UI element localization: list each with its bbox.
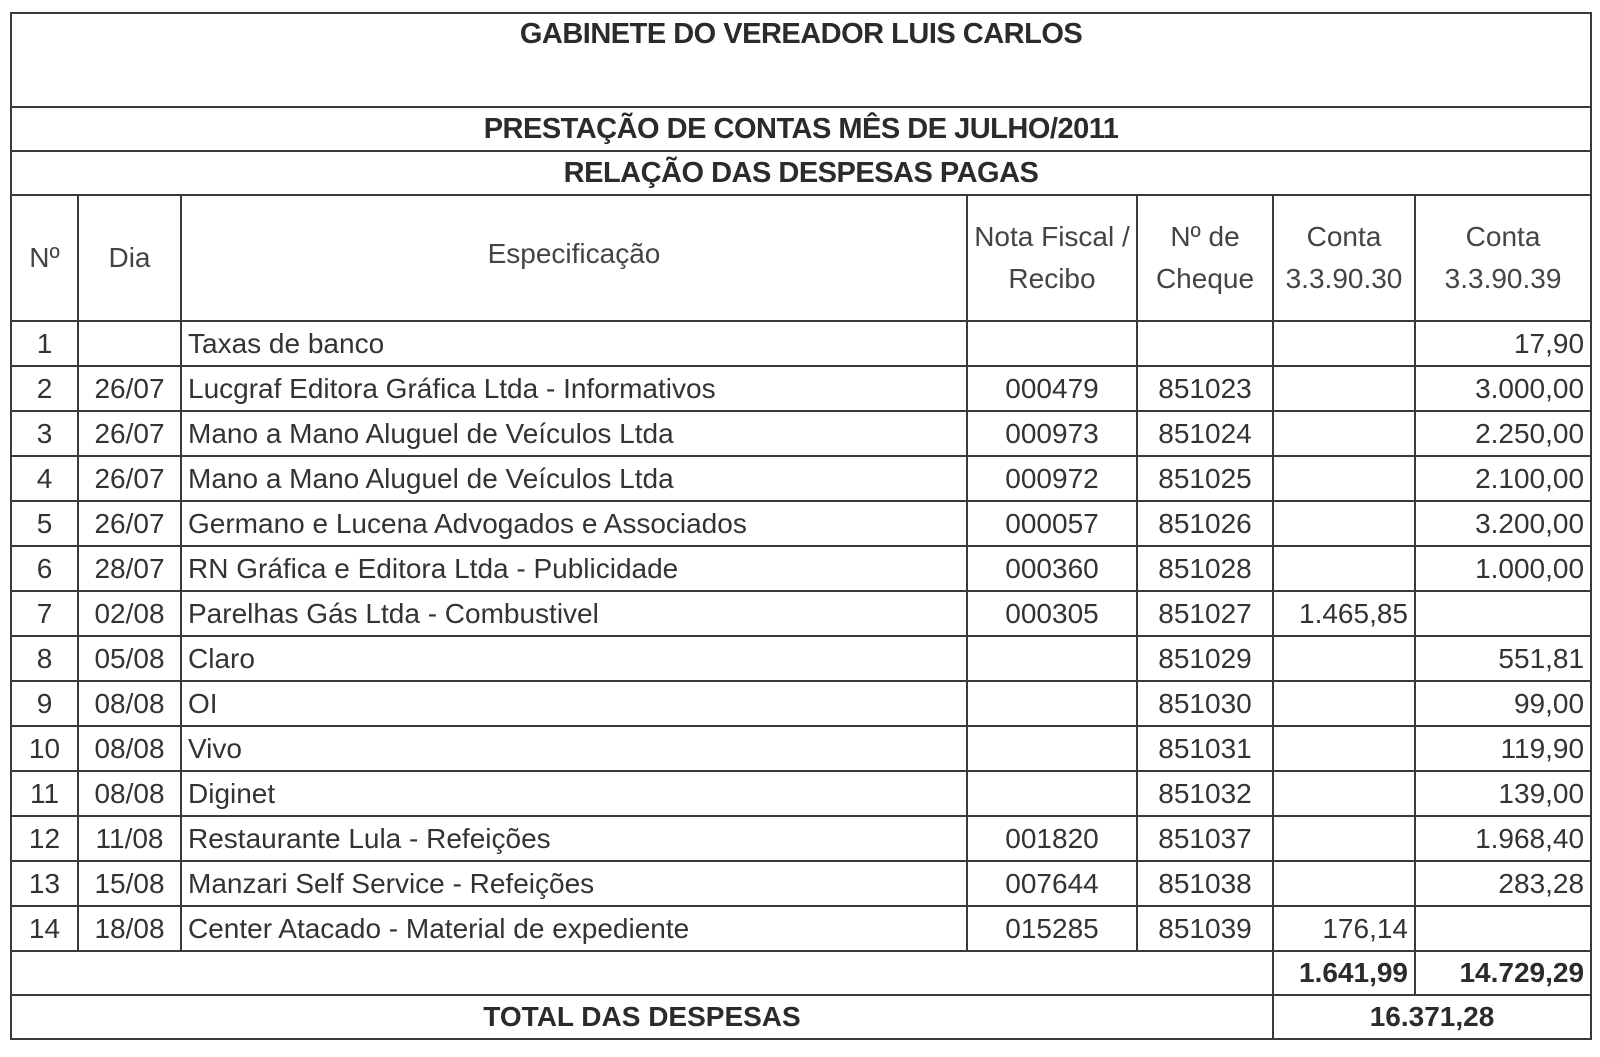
cell-cheque: 851023: [1137, 366, 1273, 411]
cell-dia: 02/08: [78, 591, 181, 636]
header-cheque-line2: Cheque: [1155, 263, 1255, 294]
cell-cheque: 851025: [1137, 456, 1273, 501]
cell-dia: 18/08: [78, 906, 181, 951]
cell-conta-b: 1.968,40: [1415, 816, 1591, 861]
cell-num: 10: [11, 726, 78, 771]
subtotal-row: [11, 951, 1591, 995]
cell-num: 11: [11, 771, 78, 816]
cell-cheque: 851032: [1137, 771, 1273, 816]
cell-dia: 26/07: [78, 456, 181, 501]
cell-spec: Lucgraf Editora Gráfica Ltda - Informativos: [181, 366, 967, 411]
cell-cheque: 851026: [1137, 501, 1273, 546]
section-title: RELAÇÃO DAS DESPESAS PAGAS: [11, 151, 1591, 195]
page-title: GABINETE DO VEREADOR LUIS CARLOS: [11, 13, 1591, 107]
cell-conta-b: 2.100,00: [1415, 456, 1591, 501]
cell-nota-fiscal: [967, 636, 1137, 681]
cell-cheque: 851037: [1137, 816, 1273, 861]
cell-cheque: 851029: [1137, 636, 1273, 681]
cell-spec: Claro: [181, 636, 967, 681]
header-num: Nº: [11, 195, 78, 321]
cell-dia: 26/07: [78, 411, 181, 456]
cell-conta-a: [1273, 411, 1415, 456]
cell-spec: OI: [181, 681, 967, 726]
cell-spec: Center Atacado - Material de expediente: [181, 906, 967, 951]
cell-conta-b: 1.000,00: [1415, 546, 1591, 591]
cell-nota-fiscal: 000305: [967, 591, 1137, 636]
cell-conta-b: 139,00: [1415, 771, 1591, 816]
cell-spec: RN Gráfica e Editora Ltda - Publicidade: [181, 546, 967, 591]
cell-conta-b: 17,90: [1415, 321, 1591, 366]
subtotal-spacer: [11, 951, 1273, 995]
cell-dia: [78, 321, 181, 366]
cell-num: 3: [11, 411, 78, 456]
cell-dia: 08/08: [78, 726, 181, 771]
table-row: [11, 816, 1591, 861]
cell-conta-a: 176,14: [1273, 906, 1415, 951]
cell-spec: Germano e Lucena Advogados e Associados: [181, 501, 967, 546]
header-conta-b-line2: 3.3.90.39: [1444, 263, 1562, 294]
cell-nota-fiscal: 000972: [967, 456, 1137, 501]
cell-conta-b: 283,28: [1415, 861, 1591, 906]
header-dia: Dia: [78, 195, 181, 321]
cell-conta-b: 551,81: [1415, 636, 1591, 681]
cell-spec: Diginet: [181, 771, 967, 816]
cell-num: 1: [11, 321, 78, 366]
table-row: [11, 321, 1591, 366]
cell-cheque: 851027: [1137, 591, 1273, 636]
cell-dia: 26/07: [78, 366, 181, 411]
header-nota-fiscal-line1: Nota Fiscal /: [974, 221, 1130, 252]
total-row: [11, 995, 1591, 1039]
header-especificacao: Especificação: [181, 195, 967, 321]
table-row: [11, 906, 1591, 951]
header-conta-a-line2: 3.3.90.30: [1285, 263, 1403, 294]
cell-conta-b: 119,90: [1415, 726, 1591, 771]
table-row: [11, 861, 1591, 906]
table-row: [11, 591, 1591, 636]
cell-spec: Parelhas Gás Ltda - Combustivel: [181, 591, 967, 636]
cell-spec: Manzari Self Service - Refeições: [181, 861, 967, 906]
table-row: [11, 366, 1591, 411]
subtotal-conta-b: 14.729,29: [1415, 951, 1591, 995]
table-row: [11, 681, 1591, 726]
cell-nota-fiscal: [967, 681, 1137, 726]
cell-conta-a: 1.465,85: [1273, 591, 1415, 636]
cell-cheque: 851039: [1137, 906, 1273, 951]
cell-dia: 08/08: [78, 771, 181, 816]
total-value: 16.371,28: [1273, 995, 1591, 1039]
cell-num: 13: [11, 861, 78, 906]
expense-report-table: [10, 12, 1592, 1040]
cell-spec: Mano a Mano Aluguel de Veículos Ltda: [181, 411, 967, 456]
cell-nota-fiscal: 007644: [967, 861, 1137, 906]
cell-dia: 05/08: [78, 636, 181, 681]
cell-nota-fiscal: [967, 726, 1137, 771]
cell-conta-a: [1273, 816, 1415, 861]
cell-num: 4: [11, 456, 78, 501]
header-nota-fiscal-line2: Recibo: [1008, 263, 1096, 294]
cell-conta-a: [1273, 321, 1415, 366]
cell-nota-fiscal: 000479: [967, 366, 1137, 411]
cell-cheque: 851024: [1137, 411, 1273, 456]
header-cheque: [1137, 195, 1273, 321]
cell-num: 14: [11, 906, 78, 951]
header-conta-a: [1273, 195, 1415, 321]
cell-nota-fiscal: [967, 771, 1137, 816]
cell-conta-a: [1273, 636, 1415, 681]
cell-nota-fiscal: [967, 321, 1137, 366]
cell-cheque: 851031: [1137, 726, 1273, 771]
cell-conta-b: 2.250,00: [1415, 411, 1591, 456]
cell-conta-b: [1415, 591, 1591, 636]
header-conta-b-line1: Conta: [1465, 221, 1541, 252]
cell-conta-a: [1273, 861, 1415, 906]
cell-num: 6: [11, 546, 78, 591]
cell-conta-b: 3.000,00: [1415, 366, 1591, 411]
cell-conta-b: 3.200,00: [1415, 501, 1591, 546]
cell-num: 12: [11, 816, 78, 861]
cell-num: 8: [11, 636, 78, 681]
cell-nota-fiscal: 001820: [967, 816, 1137, 861]
header-conta-b: [1415, 195, 1591, 321]
cell-num: 7: [11, 591, 78, 636]
header-cheque-line1: Nº de: [1170, 221, 1240, 252]
table-row: [11, 771, 1591, 816]
table-row: [11, 501, 1591, 546]
cell-spec: Taxas de banco: [181, 321, 967, 366]
cell-conta-a: [1273, 501, 1415, 546]
table-row: [11, 636, 1591, 681]
cell-dia: 26/07: [78, 501, 181, 546]
cell-num: 9: [11, 681, 78, 726]
cell-conta-a: [1273, 546, 1415, 591]
cell-dia: 28/07: [78, 546, 181, 591]
table-row: [11, 456, 1591, 501]
column-header-row: [11, 195, 1591, 321]
cell-conta-a: [1273, 726, 1415, 771]
cell-cheque: [1137, 321, 1273, 366]
cell-num: 2: [11, 366, 78, 411]
cell-nota-fiscal: 000360: [967, 546, 1137, 591]
subtotal-conta-a: 1.641,99: [1273, 951, 1415, 995]
cell-nota-fiscal: 000057: [967, 501, 1137, 546]
cell-nota-fiscal: 000973: [967, 411, 1137, 456]
table-row: [11, 411, 1591, 456]
total-label: TOTAL DAS DESPESAS: [11, 995, 1273, 1039]
cell-dia: 15/08: [78, 861, 181, 906]
report-subtitle: PRESTAÇÃO DE CONTAS MÊS DE JULHO/2011: [11, 107, 1591, 151]
cell-conta-b: 99,00: [1415, 681, 1591, 726]
table-row: [11, 546, 1591, 591]
cell-spec: Mano a Mano Aluguel de Veículos Ltda: [181, 456, 967, 501]
cell-dia: 08/08: [78, 681, 181, 726]
cell-conta-a: [1273, 456, 1415, 501]
header-nota-fiscal: [967, 195, 1137, 321]
cell-conta-a: [1273, 771, 1415, 816]
cell-spec: Vivo: [181, 726, 967, 771]
table-row: [11, 726, 1591, 771]
cell-conta-a: [1273, 366, 1415, 411]
header-conta-a-line1: Conta: [1306, 221, 1382, 252]
cell-spec: Restaurante Lula - Refeições: [181, 816, 967, 861]
cell-cheque: 851030: [1137, 681, 1273, 726]
cell-cheque: 851028: [1137, 546, 1273, 591]
cell-dia: 11/08: [78, 816, 181, 861]
cell-conta-a: [1273, 681, 1415, 726]
cell-cheque: 851038: [1137, 861, 1273, 906]
cell-num: 5: [11, 501, 78, 546]
cell-conta-b: [1415, 906, 1591, 951]
cell-nota-fiscal: 015285: [967, 906, 1137, 951]
